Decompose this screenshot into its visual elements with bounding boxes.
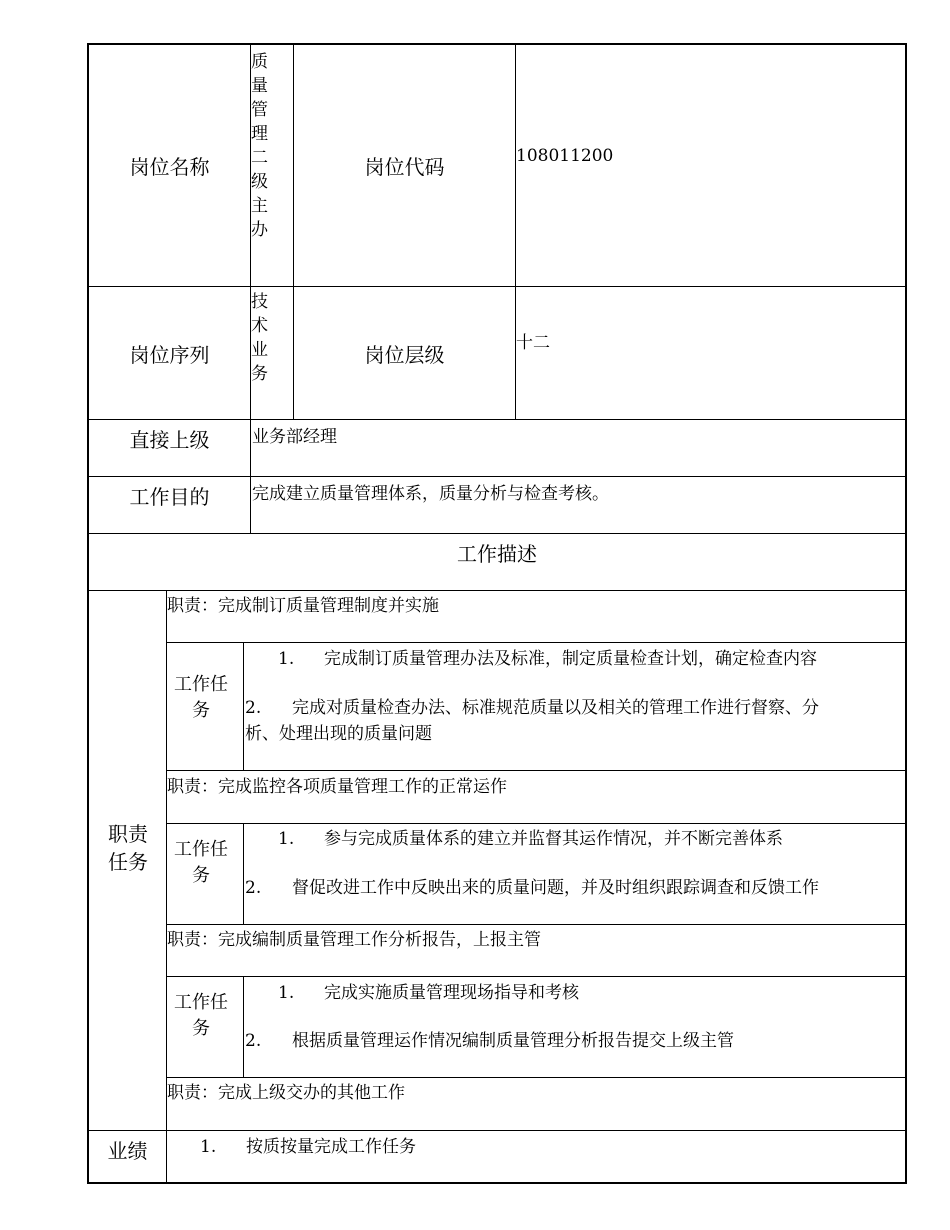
position-series-label: 岗位序列 bbox=[129, 342, 210, 367]
task-text: 完成制订质量管理办法及标准，制定质量检查计划，确定检查内容 bbox=[324, 649, 817, 669]
position-series-value: 技术业务 bbox=[251, 292, 268, 384]
task-number: 1. bbox=[278, 649, 295, 669]
task-text: 完成实施质量管理现场指导和考核 bbox=[324, 983, 579, 1003]
row-divider bbox=[166, 642, 907, 643]
task-item bbox=[245, 877, 819, 899]
row-divider bbox=[87, 590, 907, 591]
performance-number: 1. bbox=[200, 1137, 217, 1157]
performance-item bbox=[200, 1136, 416, 1158]
performance-text: 按质按量完成工作任务 bbox=[246, 1137, 416, 1157]
work-description-title: 工作描述 bbox=[457, 541, 537, 566]
row-divider bbox=[166, 1077, 907, 1078]
col-divider bbox=[243, 642, 244, 771]
duty-heading: 职责：完成编制质量管理工作分析报告，上报主管 bbox=[167, 930, 541, 950]
row-divider bbox=[166, 823, 907, 824]
task-item bbox=[278, 648, 817, 670]
task-text: 根据质量管理运作情况编制质量管理分析报告提交上级主管 bbox=[292, 1031, 734, 1051]
task-number: 1. bbox=[278, 829, 295, 849]
task-label: 工作任务 bbox=[174, 992, 228, 1039]
direct-superior-value: 业务部经理 bbox=[252, 427, 337, 447]
duty-heading: 职责：完成监控各项质量管理工作的正常运作 bbox=[167, 777, 507, 797]
row-divider bbox=[87, 1130, 907, 1131]
work-purpose-label: 工作目的 bbox=[129, 484, 210, 509]
task-label: 工作任务 bbox=[174, 674, 228, 721]
table-border-right bbox=[905, 43, 907, 1184]
task-label: 工作任务 bbox=[174, 839, 228, 886]
task-text: 完成对质量检查办法、标准规范质量以及相关的管理工作进行督察、分 bbox=[292, 698, 819, 718]
task-number: 2. bbox=[245, 1031, 262, 1051]
task-text: 参与完成质量体系的建立并监督其运作情况，并不断完善体系 bbox=[324, 829, 783, 849]
duty-heading: 职责：完成上级交办的其他工作 bbox=[167, 1083, 405, 1103]
work-purpose-value: 完成建立质量管理体系，质量分析与检查考核。 bbox=[252, 484, 609, 504]
task-item bbox=[278, 982, 579, 1004]
position-name-label: 岗位名称 bbox=[129, 155, 210, 179]
position-code-label: 岗位代码 bbox=[364, 155, 445, 179]
col-divider bbox=[243, 976, 244, 1078]
task-number: 2. bbox=[245, 878, 262, 898]
task-item bbox=[245, 1030, 734, 1052]
row-divider bbox=[166, 976, 907, 977]
row-divider bbox=[166, 924, 907, 925]
col-divider bbox=[515, 43, 516, 420]
direct-superior-label: 直接上级 bbox=[129, 427, 210, 452]
task-number: 1. bbox=[278, 983, 295, 1003]
task-item-continued: 析、处理出现的质量问题 bbox=[245, 724, 432, 744]
performance-label: 业绩 bbox=[107, 1138, 148, 1163]
task-text: 督促改进工作中反映出来的质量问题，并及时组织跟踪调查和反馈工作 bbox=[292, 878, 819, 898]
position-level-value: 十二 bbox=[516, 333, 550, 353]
row-divider bbox=[166, 770, 907, 771]
position-name-value: 质量管理二级主办 bbox=[251, 52, 268, 240]
duties-label: 职责任务 bbox=[108, 822, 148, 874]
col-divider bbox=[243, 823, 244, 925]
position-level-label: 岗位层级 bbox=[364, 342, 445, 367]
task-item bbox=[278, 828, 783, 850]
position-code-value: 108011200 bbox=[516, 146, 614, 166]
table-border-bottom bbox=[87, 1182, 907, 1184]
task-number: 2. bbox=[245, 698, 262, 718]
duty-heading: 职责：完成制订质量管理制度并实施 bbox=[167, 596, 439, 616]
task-item bbox=[245, 697, 819, 719]
